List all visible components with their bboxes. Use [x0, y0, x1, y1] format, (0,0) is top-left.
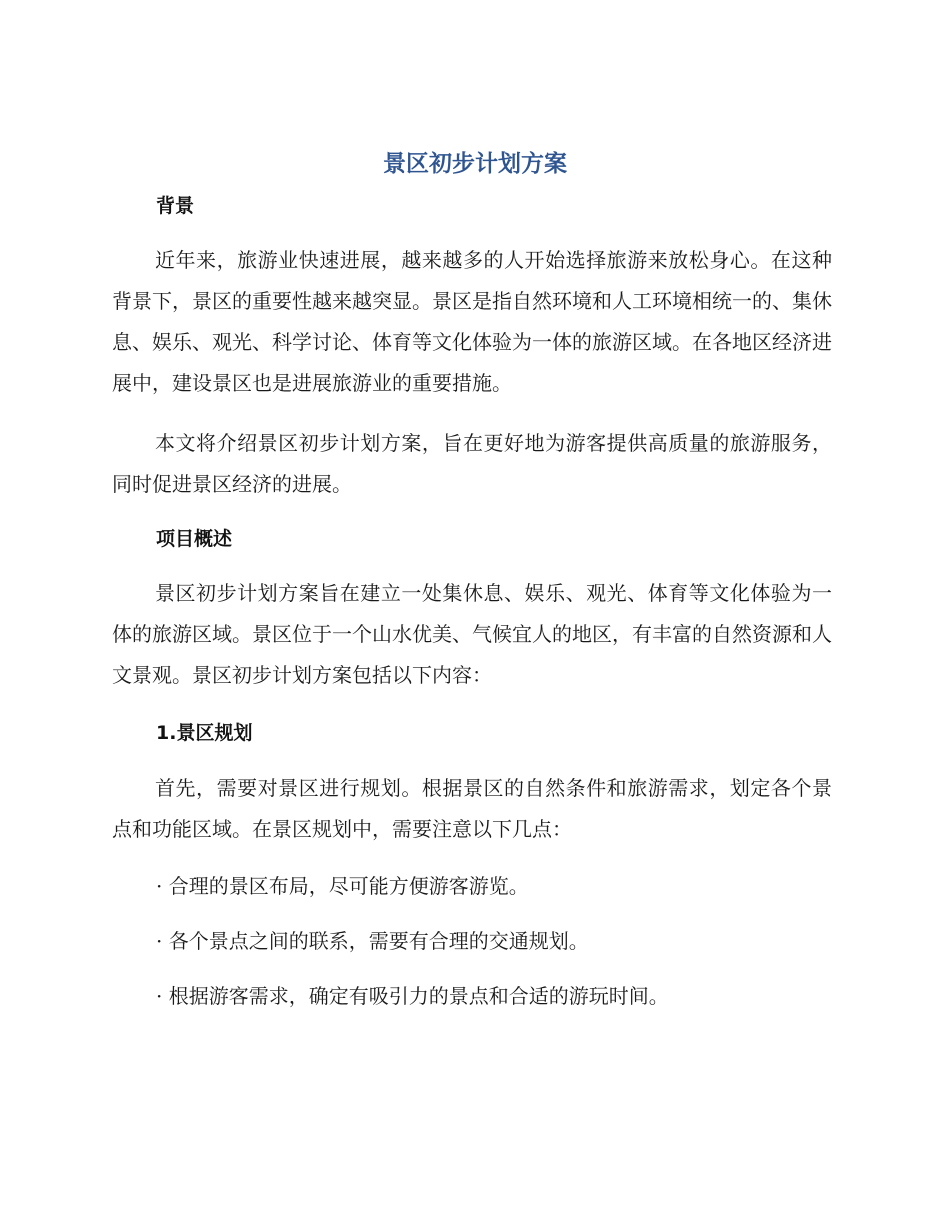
section-heading-planning: 1.景区规划	[156, 722, 253, 744]
section-heading-background: 背景	[156, 195, 195, 217]
bullet-item: · 合理的景区布局，尽可能方便游客游览。	[156, 874, 529, 898]
overview-paragraph-1: 景区初步计划方案旨在建立一处集休息、娱乐、观光、体育等文化体验为一体的旅游区域。景区位于一个山水优美、气候宜人的地区，有丰富的自然资源和人文景观。景区初步计划方案包括以下内容：	[112, 581, 832, 687]
background-paragraph-1: 近年来，旅游业快速进展，越来越多的人开始选择旅游来放松身心。在这种背景下，景区的重要性越来越突显。景区是指自然环境和人工环境相统一的、集休息、娱乐、观光、科学讨论、体育等文化体验为一体的旅游区域。在各地区经济进展中，建设景区也是进展旅游业的重要措施。	[112, 248, 832, 395]
document-title: 景区初步计划方案	[383, 151, 567, 177]
background-paragraph-2: 本文将介绍景区初步计划方案，旨在更好地为游客提供高质量的旅游服务，同时促进景区经济的进展。	[112, 431, 832, 496]
bullet-item: · 各个景点之间的联系，需要有合理的交通规划。	[156, 929, 589, 953]
section-heading-overview: 项目概述	[156, 528, 233, 550]
bullet-item: · 根据游客需求，确定有吸引力的景点和合适的游玩时间。	[156, 984, 669, 1008]
planning-paragraph-1: 首先，需要对景区进行规划。根据景区的自然条件和旅游需求，划定各个景点和功能区域。在景区规划中，需要注意以下几点：	[112, 776, 832, 841]
